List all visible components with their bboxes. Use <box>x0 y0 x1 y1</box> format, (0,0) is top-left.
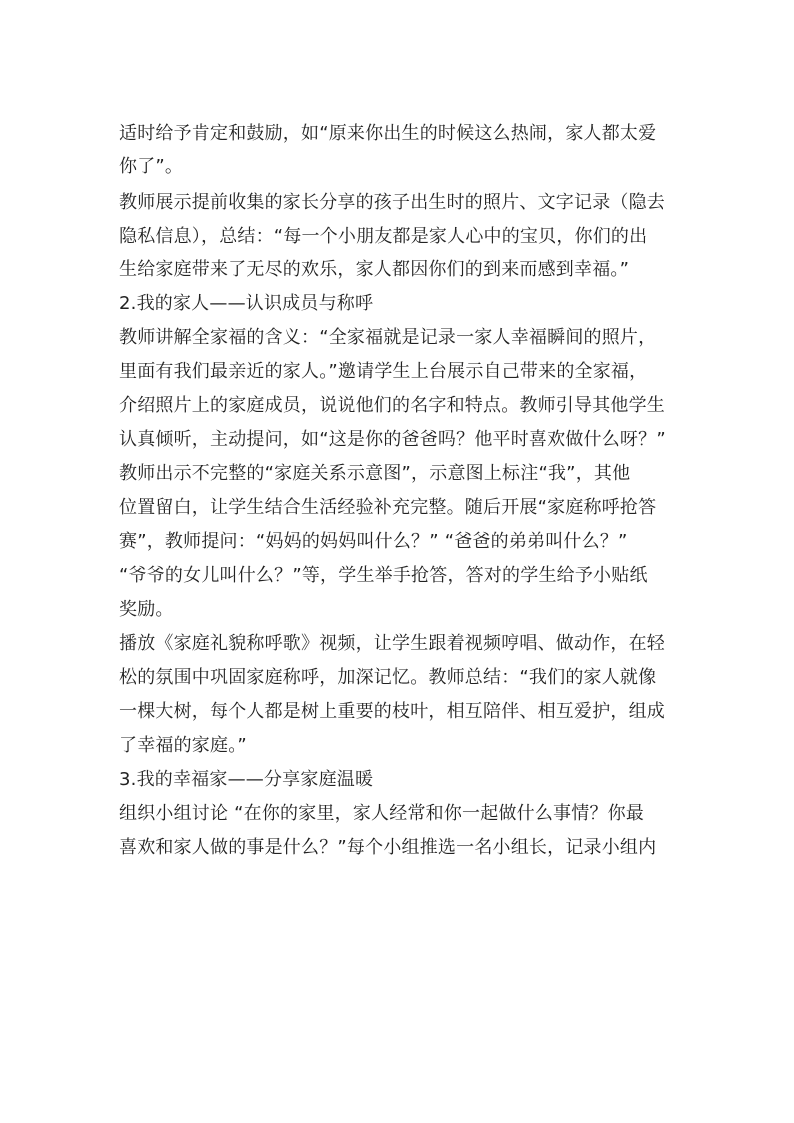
paragraph-line: 隐私信息），总结：“每一个小朋友都是家人心中的宝贝，你们的出 <box>119 226 648 247</box>
paragraph-line: 里面有我们最亲近的家人。”邀请学生上台展示自己带来的全家福， <box>119 361 648 382</box>
section-heading: 3.我的幸福家——分享家庭温暖 <box>119 769 374 790</box>
paragraph-line: “爷爷的女儿叫什么？”等，学生举手抢答，答对的学生给予小贴纸 <box>119 565 648 586</box>
paragraph-line: 教师展示提前收集的家长分享的孩子出生时的照片、文字记录（隐去 <box>119 192 665 213</box>
paragraph-line: 松的氛围中巩固家庭称呼，加深记忆。教师总结：“我们的家人就像 <box>119 667 657 688</box>
paragraph-line: 赛”，教师提问：“妈妈的妈妈叫什么？” “爸爸的弟弟叫什么？” <box>119 531 628 552</box>
paragraph-line: 奖励。 <box>119 599 174 620</box>
section-heading: 2.我的家人——认识成员与称呼 <box>119 293 374 314</box>
paragraph-line: 一棵大树，每个人都是树上重要的枝叶，相互陪伴、相互爱护，组成 <box>119 701 665 722</box>
paragraph-line: 教师讲解全家福的含义：“全家福就是记录一家人幸福瞬间的照片， <box>119 327 657 348</box>
paragraph-line: 了幸福的家庭。” <box>119 735 247 756</box>
paragraph-line: 生给家庭带来了无尽的欢乐，家人都因你们的到来而感到幸福。” <box>119 259 630 280</box>
paragraph-line: 组织小组讨论 “在你的家里，家人经常和你一起做什么事情？你最 <box>119 803 645 824</box>
paragraph-line: 介绍照片上的家庭成员，说说他们的名字和特点。教师引导其他学生 <box>119 395 665 416</box>
paragraph-line: 你了”。 <box>119 156 184 177</box>
paragraph-line: 喜欢和家人做的事是什么？”每个小组推选一名小组长，记录小组内 <box>119 837 657 858</box>
paragraph-line: 适时给予肯定和鼓励，如“原来你出生的时候这么热闹，家人都太爱 <box>119 123 657 144</box>
paragraph-line: 播放《家庭礼貌称呼歌》视频，让学生跟着视频哼唱、做动作，在轻 <box>119 633 665 654</box>
paragraph-line: 认真倾听，主动提问，如“这是你的爸爸吗？他平时喜欢做什么呀？” <box>119 429 666 450</box>
paragraph-line: 位置留白，让学生结合生活经验补充完整。随后开展“家庭称呼抢答 <box>119 497 657 518</box>
paragraph-line: 教师出示不完整的“家庭关系示意图”，示意图上标注“我”，其他 <box>119 463 631 484</box>
